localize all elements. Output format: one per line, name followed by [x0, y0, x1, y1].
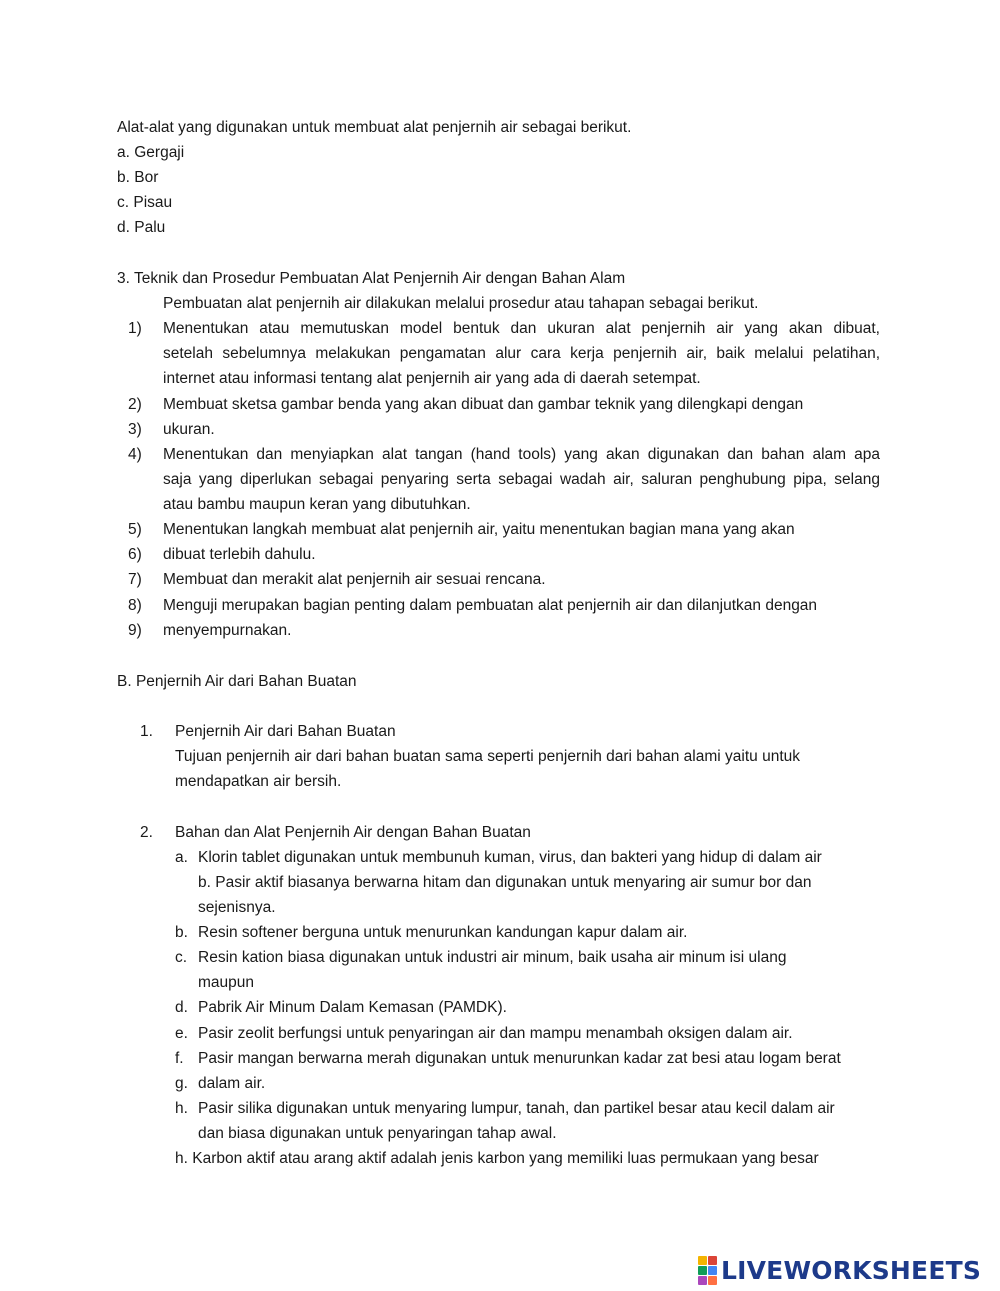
item-number: 1. [140, 723, 153, 740]
step-line: internet atau informasi tentang alat penjernih air yang ada di daerah setempat. [163, 370, 701, 387]
tool-item: c. Pisau [117, 194, 173, 211]
liveworksheets-logo [698, 1255, 981, 1285]
intro-text: Alat-alat yang digunakan untuk membuat alat penjernih air sebagai berikut. [117, 119, 632, 136]
tool-item: b. Bor [117, 169, 159, 186]
list-letter: f. [175, 1050, 184, 1067]
step-number: 4) [128, 446, 142, 463]
step-line: Menentukan atau memutuskan model bentuk dan ukuran alat penjernih air yang akan dibuat, [163, 320, 880, 337]
step-line: Menguji merupakan bagian penting dalam pembuatan alat penjernih air dan dilanjutkan dengan [163, 597, 818, 614]
list-line: sejenisnya. [198, 899, 276, 916]
list-line: Klorin tablet digunakan untuk membunuh kuman, virus, dan bakteri yang hidup di dalam air [198, 849, 822, 866]
step-number: 2) [128, 396, 142, 413]
sectionB-heading: B. Penjernih Air dari Bahan Buatan [117, 673, 357, 690]
logo-block [698, 1276, 707, 1285]
step-number: 3) [128, 421, 142, 438]
item-title: Bahan dan Alat Penjernih Air dengan Bahan Buatan [175, 824, 531, 841]
item-title: Penjernih Air dari Bahan Buatan [175, 723, 396, 740]
list-letter: a. [175, 849, 188, 866]
logo-text: LIVEWORKSHEETS [721, 1255, 982, 1285]
logo-block [698, 1256, 707, 1265]
step-number: 7) [128, 571, 142, 588]
list-line: dan biasa digunakan untuk penyaringan tahap awal. [198, 1125, 557, 1142]
step-number: 8) [128, 597, 142, 614]
list-line: maupun [198, 974, 255, 991]
list-letter: d. [175, 999, 188, 1016]
list-line: Resin kation biasa digunakan untuk industri air minum, baik usaha air minum isi ulang [198, 949, 787, 966]
step-number: 9) [128, 622, 142, 639]
list-line: b. Pasir aktif biasanya berwarna hitam dan digunakan untuk menyaring air sumur bor dan [198, 874, 812, 891]
list-letter: e. [175, 1025, 188, 1042]
logo-block [708, 1256, 717, 1265]
step-line: ukuran. [163, 421, 215, 438]
list-line: Pasir zeolit berfungsi untuk penyaringan air dan mampu menambah oksigen dalam air. [198, 1025, 793, 1042]
tool-item: d. Palu [117, 219, 166, 236]
item-text: Tujuan penjernih air dari bahan buatan sama seperti penjernih dari bahan alami yaitu untuk [175, 748, 800, 765]
step-number: 1) [128, 320, 142, 337]
logo-block [698, 1266, 707, 1275]
list-letter: h. [175, 1100, 188, 1117]
list-line: h. Karbon aktif atau arang aktif adalah jenis karbon yang memiliki luas permukaan yang besar [175, 1150, 819, 1167]
logo-block [708, 1276, 717, 1285]
list-line: Pasir silika digunakan untuk menyaring lumpur, tanah, dan partikel besar atau kecil dalam air [198, 1100, 835, 1117]
list-line: dalam air. [198, 1075, 266, 1092]
item-number: 2. [140, 824, 153, 841]
step-line: Menentukan dan menyiapkan alat tangan (hand tools) yang akan digunakan dan bahan alam apa [163, 446, 880, 463]
step-line: Membuat dan merakit alat penjernih air sesuai rencana. [163, 571, 546, 588]
list-line: Pasir mangan berwarna merah digunakan untuk menurunkan kadar zat besi atau logam berat [198, 1050, 841, 1067]
step-number: 6) [128, 546, 142, 563]
logo-block [708, 1266, 717, 1275]
list-letter: b. [175, 924, 188, 941]
section3-heading: 3. Teknik dan Prosedur Pembuatan Alat Penjernih Air dengan Bahan Alam [117, 270, 626, 287]
step-line: dibuat terlebih dahulu. [163, 546, 316, 563]
list-letter: c. [175, 949, 188, 966]
step-number: 5) [128, 521, 142, 538]
list-line: Resin softener berguna untuk menurunkan kandungan kapur dalam air. [198, 924, 688, 941]
item-text: mendapatkan air bersih. [175, 773, 342, 790]
step-line: Menentukan langkah membuat alat penjernih air, yaitu menentukan bagian mana yang akan [163, 521, 795, 538]
step-line: setelah sebelumnya melakukan pengamatan alur cara kerja penjernih air, baik melalui pelatihan, [163, 345, 880, 362]
tool-item: a. Gergaji [117, 144, 185, 161]
step-line: menyempurnakan. [163, 622, 292, 639]
step-line: Membuat sketsa gambar benda yang akan dibuat dan gambar teknik yang dilengkapi dengan [163, 396, 804, 413]
step-line: atau bambu maupun keran yang dibutuhkan. [163, 496, 471, 513]
liveworksheets-logo-icon [698, 1256, 717, 1285]
list-letter: g. [175, 1075, 188, 1092]
section3-intro: Pembuatan alat penjernih air dilakukan melalui prosedur atau tahapan sebagai berikut. [163, 295, 759, 312]
step-line: saja yang diperlukan sebagai penyaring serta sebagai wadah air, saluran penghubung pipa, selang [163, 471, 880, 488]
list-line: Pabrik Air Minum Dalam Kemasan (PAMDK). [198, 999, 507, 1016]
